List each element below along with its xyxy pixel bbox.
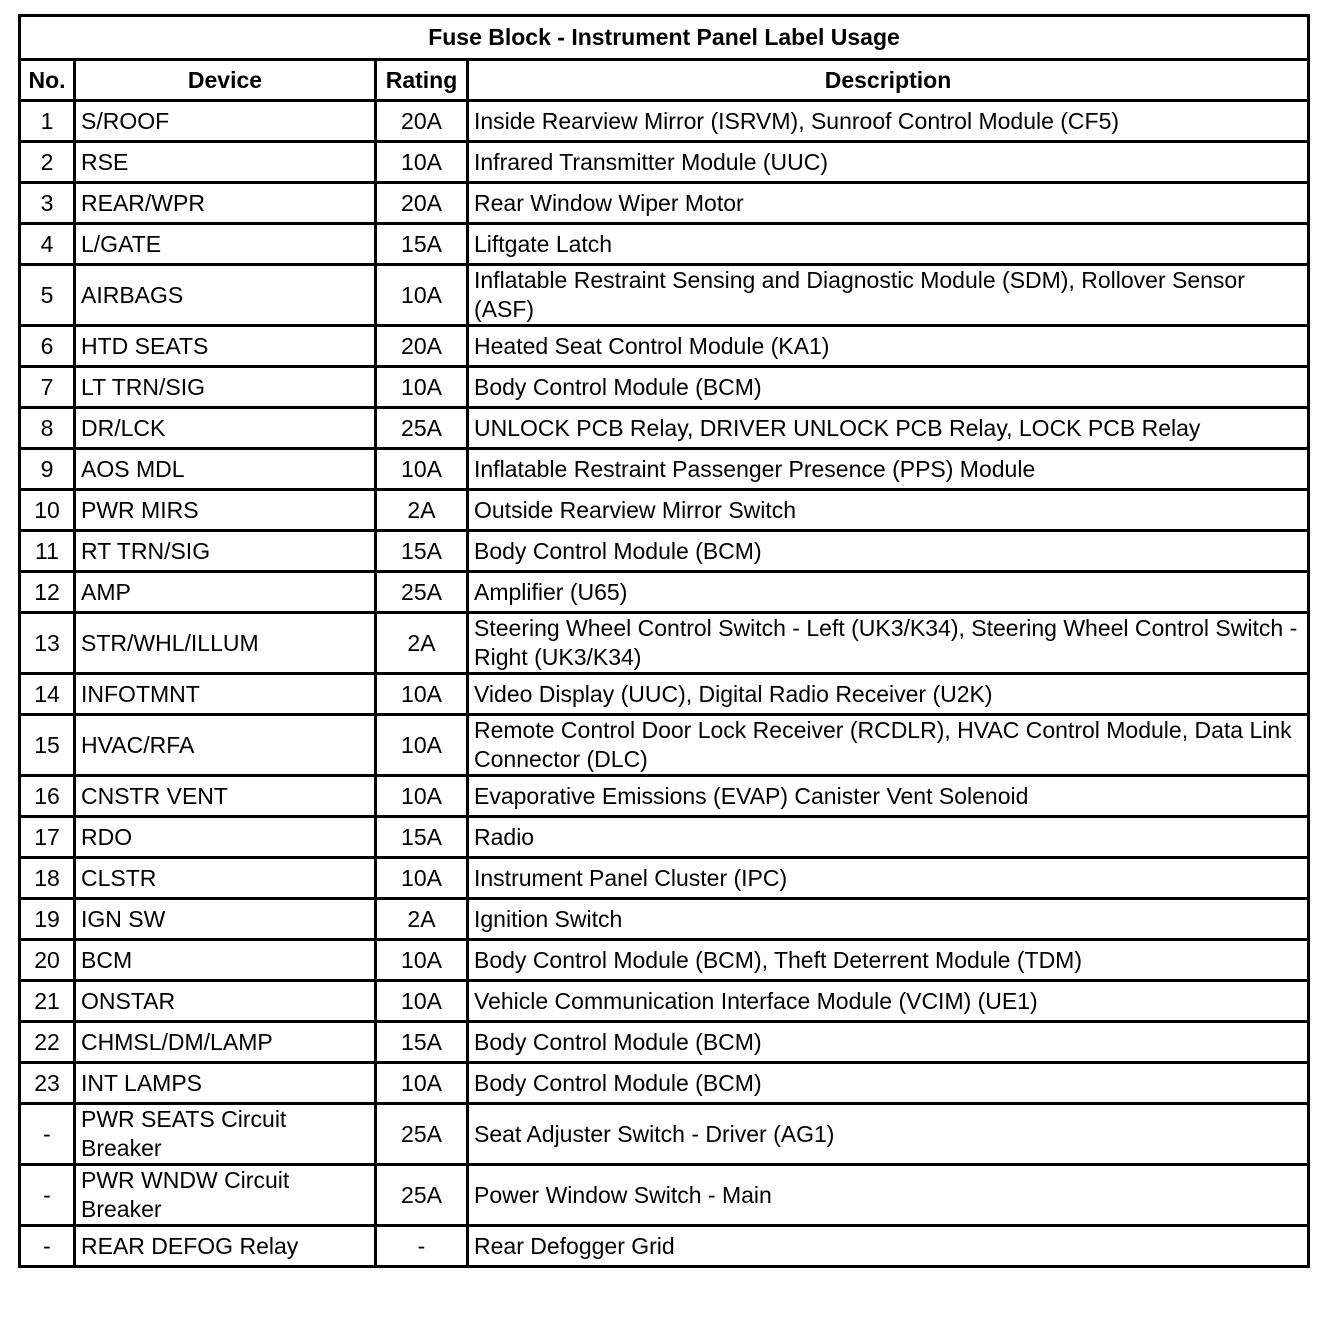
description-cell: Rear Defogger Grid: [468, 1226, 1309, 1267]
description-cell: Infrared Transmitter Module (UUC): [468, 142, 1309, 183]
description-cell: Body Control Module (BCM): [468, 1063, 1309, 1104]
table-title-row: [20, 16, 1309, 60]
table-row: [20, 899, 1309, 940]
fuse-number-cell: 18: [20, 858, 75, 899]
fuse-number-cell: 11: [20, 531, 75, 572]
table-row: [20, 858, 1309, 899]
fuse-number-cell: -: [20, 1165, 75, 1226]
description-cell: Amplifier (U65): [468, 572, 1309, 613]
table-row: [20, 715, 1309, 776]
description-cell: Remote Control Door Lock Receiver (RCDLR), HVAC Control Module, Data Link Connector (DLC): [468, 715, 1309, 776]
fuse-number-cell: 13: [20, 613, 75, 674]
device-cell: HTD SEATS: [75, 326, 376, 367]
table-row: [20, 531, 1309, 572]
table-row: [20, 265, 1309, 326]
description-cell: Body Control Module (BCM): [468, 367, 1309, 408]
rating-cell: 10A: [376, 858, 468, 899]
fuse-number-cell: 10: [20, 490, 75, 531]
description-cell: UNLOCK PCB Relay, DRIVER UNLOCK PCB Relay, LOCK PCB Relay: [468, 408, 1309, 449]
fuse-number-cell: 9: [20, 449, 75, 490]
fuse-number-cell: 4: [20, 224, 75, 265]
description-cell: Video Display (UUC), Digital Radio Receiver (U2K): [468, 674, 1309, 715]
fuse-number-cell: 19: [20, 899, 75, 940]
device-cell: BCM: [75, 940, 376, 981]
description-cell: Inflatable Restraint Sensing and Diagnostic Module (SDM), Rollover Sensor (ASF): [468, 265, 1309, 326]
description-cell: Body Control Module (BCM), Theft Deterrent Module (TDM): [468, 940, 1309, 981]
fuse-number-cell: 22: [20, 1022, 75, 1063]
rating-cell: 10A: [376, 1063, 468, 1104]
device-cell: STR/WHL/ILLUM: [75, 613, 376, 674]
rating-cell: 25A: [376, 572, 468, 613]
rating-cell: 10A: [376, 715, 468, 776]
description-cell: Steering Wheel Control Switch - Left (UK3/K34), Steering Wheel Control Switch - Right (UK3/K34): [468, 613, 1309, 674]
rating-cell: 15A: [376, 817, 468, 858]
table-row: [20, 408, 1309, 449]
device-cell: S/ROOF: [75, 101, 376, 142]
device-cell: DR/LCK: [75, 408, 376, 449]
description-cell: Liftgate Latch: [468, 224, 1309, 265]
rating-cell: 2A: [376, 899, 468, 940]
rating-cell: 15A: [376, 1022, 468, 1063]
rating-cell: 10A: [376, 367, 468, 408]
rating-cell: 2A: [376, 613, 468, 674]
device-cell: INFOTMNT: [75, 674, 376, 715]
description-cell: Seat Adjuster Switch - Driver (AG1): [468, 1104, 1309, 1165]
rating-cell: 25A: [376, 1104, 468, 1165]
rating-cell: 10A: [376, 940, 468, 981]
description-cell: Inside Rearview Mirror (ISRVM), Sunroof Control Module (CF5): [468, 101, 1309, 142]
table-row: [20, 1063, 1309, 1104]
device-cell: LT TRN/SIG: [75, 367, 376, 408]
header-device: Device: [75, 60, 376, 101]
rating-cell: 15A: [376, 224, 468, 265]
device-cell: CLSTR: [75, 858, 376, 899]
table-row: [20, 101, 1309, 142]
rating-cell: 10A: [376, 265, 468, 326]
rating-cell: 25A: [376, 408, 468, 449]
rating-cell: 25A: [376, 1165, 468, 1226]
fuse-number-cell: 1: [20, 101, 75, 142]
fuse-number-cell: 17: [20, 817, 75, 858]
table-row: [20, 183, 1309, 224]
table-row: [20, 817, 1309, 858]
table-row: [20, 1022, 1309, 1063]
device-cell: IGN SW: [75, 899, 376, 940]
table-row: [20, 981, 1309, 1022]
table-row: [20, 142, 1309, 183]
rating-cell: 15A: [376, 531, 468, 572]
fuse-number-cell: 5: [20, 265, 75, 326]
fuse-number-cell: 14: [20, 674, 75, 715]
device-cell: INT LAMPS: [75, 1063, 376, 1104]
fuse-number-cell: -: [20, 1104, 75, 1165]
table-row: [20, 674, 1309, 715]
table-row: [20, 613, 1309, 674]
rating-cell: 10A: [376, 142, 468, 183]
description-cell: Body Control Module (BCM): [468, 1022, 1309, 1063]
description-cell: Body Control Module (BCM): [468, 531, 1309, 572]
fuse-number-cell: 23: [20, 1063, 75, 1104]
fuse-number-cell: 16: [20, 776, 75, 817]
device-cell: AOS MDL: [75, 449, 376, 490]
fuse-number-cell: 6: [20, 326, 75, 367]
fuse-number-cell: 7: [20, 367, 75, 408]
device-cell: RT TRN/SIG: [75, 531, 376, 572]
table-row: [20, 490, 1309, 531]
table-title: Fuse Block - Instrument Panel Label Usage: [20, 16, 1309, 60]
device-cell: HVAC/RFA: [75, 715, 376, 776]
rating-cell: 10A: [376, 674, 468, 715]
fuse-number-cell: 12: [20, 572, 75, 613]
rating-cell: 10A: [376, 981, 468, 1022]
fuse-number-cell: 21: [20, 981, 75, 1022]
table-row: [20, 326, 1309, 367]
device-cell: REAR/WPR: [75, 183, 376, 224]
device-cell: AMP: [75, 572, 376, 613]
table-header-row: [20, 60, 1309, 101]
device-cell: PWR SEATS Circuit Breaker: [75, 1104, 376, 1165]
rating-cell: 20A: [376, 101, 468, 142]
description-cell: Instrument Panel Cluster (IPC): [468, 858, 1309, 899]
fuse-number-cell: 15: [20, 715, 75, 776]
fuse-number-cell: 8: [20, 408, 75, 449]
fuse-number-cell: 2: [20, 142, 75, 183]
fuse-usage-table: [18, 14, 1310, 1268]
table-row: [20, 572, 1309, 613]
rating-cell: 10A: [376, 449, 468, 490]
description-cell: Evaporative Emissions (EVAP) Canister Vent Solenoid: [468, 776, 1309, 817]
header-rating: Rating: [376, 60, 468, 101]
device-cell: RSE: [75, 142, 376, 183]
fuse-number-cell: 3: [20, 183, 75, 224]
fuse-number-cell: 20: [20, 940, 75, 981]
description-cell: Vehicle Communication Interface Module (VCIM) (UE1): [468, 981, 1309, 1022]
device-cell: REAR DEFOG Relay: [75, 1226, 376, 1267]
rating-cell: 20A: [376, 183, 468, 224]
table-row: [20, 776, 1309, 817]
table-row: [20, 449, 1309, 490]
header-no: No.: [20, 60, 75, 101]
table-row: [20, 1165, 1309, 1226]
device-cell: L/GATE: [75, 224, 376, 265]
table-row: [20, 1104, 1309, 1165]
device-cell: PWR MIRS: [75, 490, 376, 531]
rating-cell: 10A: [376, 776, 468, 817]
device-cell: ONSTAR: [75, 981, 376, 1022]
description-cell: Power Window Switch - Main: [468, 1165, 1309, 1226]
description-cell: Rear Window Wiper Motor: [468, 183, 1309, 224]
device-cell: AIRBAGS: [75, 265, 376, 326]
device-cell: CHMSL/DM/LAMP: [75, 1022, 376, 1063]
fuse-number-cell: -: [20, 1226, 75, 1267]
device-cell: CNSTR VENT: [75, 776, 376, 817]
description-cell: Heated Seat Control Module (KA1): [468, 326, 1309, 367]
header-description: Description: [468, 60, 1309, 101]
description-cell: Radio: [468, 817, 1309, 858]
description-cell: Ignition Switch: [468, 899, 1309, 940]
table-row: [20, 367, 1309, 408]
table-row: [20, 1226, 1309, 1267]
description-cell: Outside Rearview Mirror Switch: [468, 490, 1309, 531]
table-row: [20, 940, 1309, 981]
table-row: [20, 224, 1309, 265]
description-cell: Inflatable Restraint Passenger Presence (PPS) Module: [468, 449, 1309, 490]
rating-cell: 20A: [376, 326, 468, 367]
device-cell: RDO: [75, 817, 376, 858]
rating-cell: 2A: [376, 490, 468, 531]
device-cell: PWR WNDW Circuit Breaker: [75, 1165, 376, 1226]
rating-cell: -: [376, 1226, 468, 1267]
